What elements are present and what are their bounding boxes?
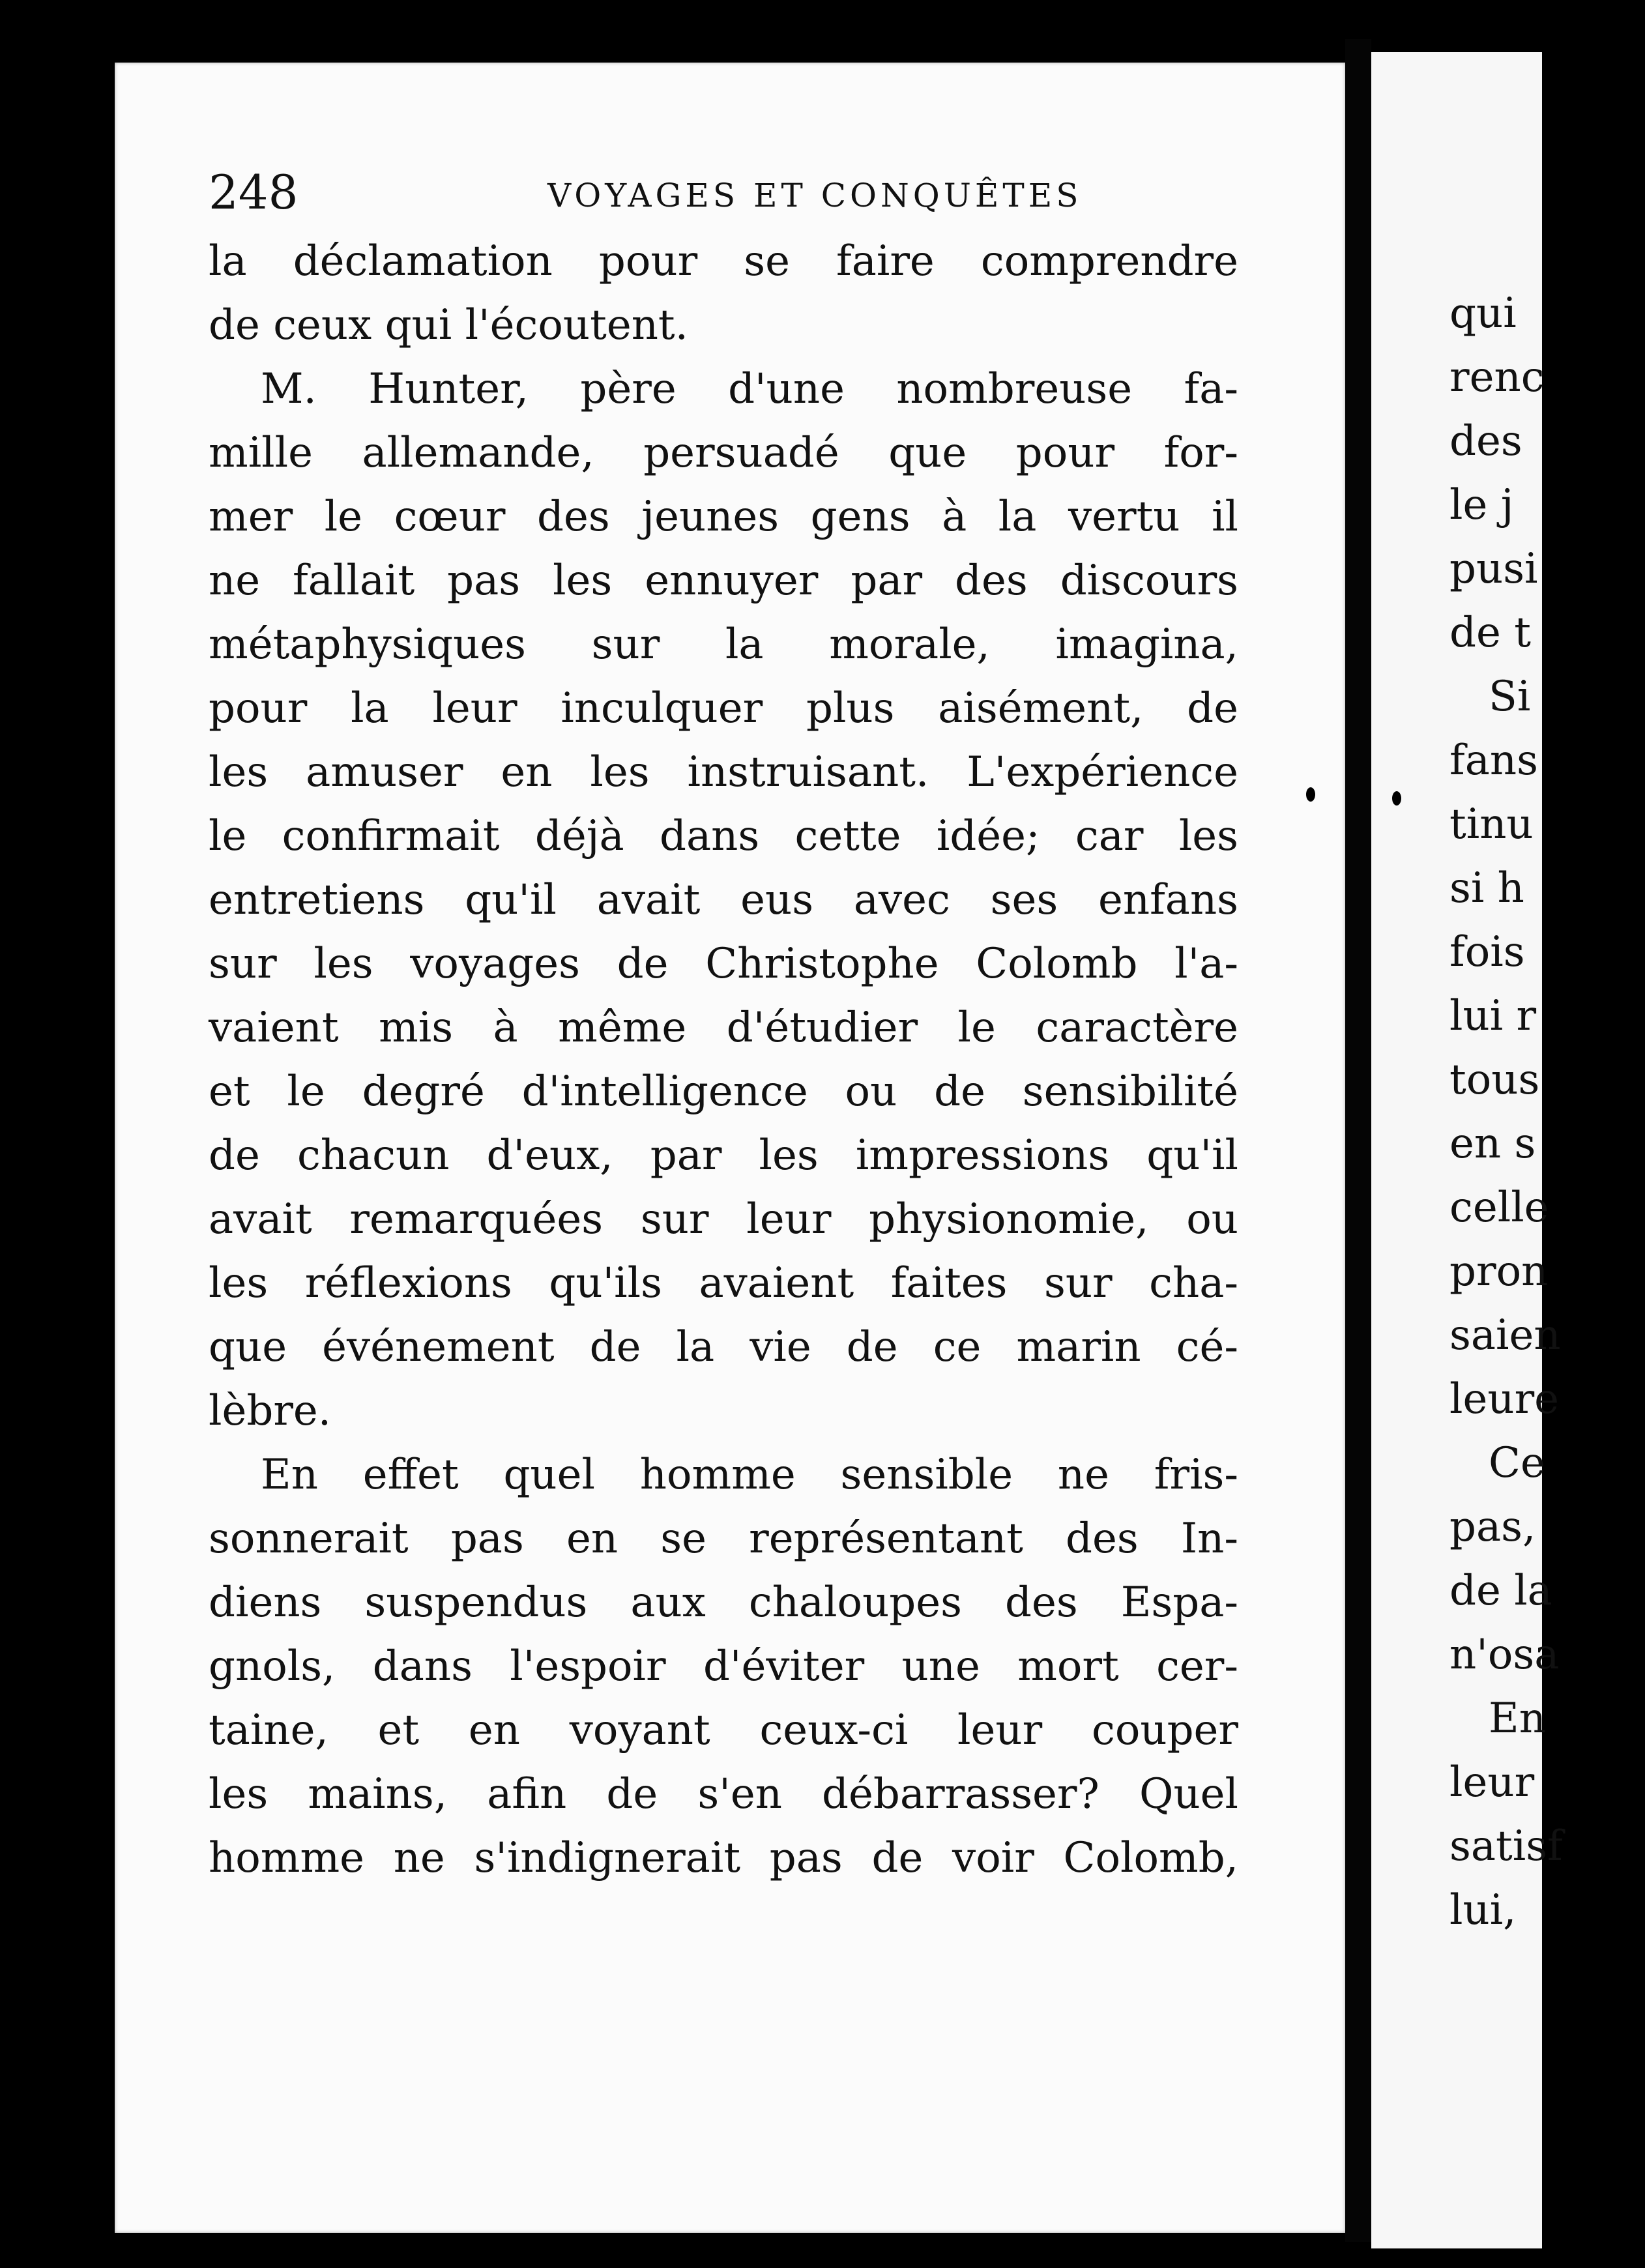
right-line: satisf (1449, 1822, 1563, 1870)
page-header (209, 163, 1121, 222)
right-page (1371, 52, 1563, 2248)
text-line: le confirmait déjà dans cette idée; car les (209, 812, 1238, 860)
body-text (209, 229, 1238, 1890)
right-line: fans (1449, 736, 1538, 785)
text-line: M. Hunter, père d'une nombreuse fa- (261, 365, 1238, 413)
right-line: lui, (1449, 1886, 1517, 1934)
right-line: Si (1489, 673, 1531, 721)
right-line: lui r (1449, 992, 1537, 1040)
text-line: de chacun d'eux, par les impressions qu'il (209, 1131, 1238, 1180)
right-line: leure (1449, 1375, 1560, 1423)
text-line: mille allemande, persuadé que pour for- (209, 429, 1238, 477)
right-line: pas, (1449, 1503, 1536, 1551)
right-line: de t (1449, 609, 1531, 657)
ink-mark (1306, 787, 1315, 802)
text-line: ne fallait pas les ennuyer par des discours (209, 557, 1238, 605)
right-line: celle (1449, 1184, 1549, 1232)
text-line: homme ne s'indignerait pas de voir Colomb, (209, 1834, 1238, 1882)
right-line: tous (1449, 1056, 1540, 1104)
right-line: pusi (1449, 545, 1538, 593)
ink-mark (1392, 791, 1401, 806)
text-line: la déclamation pour se faire comprendre (209, 237, 1238, 285)
text-line: sonnerait pas en se représentant des In- (209, 1515, 1238, 1563)
text-line: sur les voyages de Christophe Colomb l'a- (209, 940, 1238, 988)
text-line: gnols, dans l'espoir d'éviter une mort cer- (209, 1642, 1238, 1691)
right-line: des (1449, 417, 1522, 465)
text-line: et le degré d'intelligence ou de sensibilité (209, 1068, 1238, 1116)
right-line: de la (1449, 1567, 1552, 1615)
page-number: 248 (209, 165, 298, 220)
text-line: les réflexions qu'ils avaient faites sur cha- (209, 1259, 1238, 1307)
right-line: En (1489, 1694, 1546, 1743)
text-line: En effet quel homme sensible ne fris- (261, 1451, 1238, 1499)
right-line: si h (1449, 864, 1524, 912)
text-line: que événement de la vie de ce marin cé- (209, 1323, 1238, 1371)
right-line: saien (1449, 1311, 1561, 1359)
text-line: métaphysiques sur la morale, imagina, (209, 620, 1238, 669)
right-line: qui (1449, 289, 1517, 338)
text-line: pour la leur inculquer plus aisément, de (209, 684, 1238, 733)
running-title: VOYAGES ET CONQUÊTES (547, 177, 1083, 214)
text-line: lèbre. (209, 1387, 332, 1435)
text-line: avait remarquées sur leur physionomie, ou (209, 1195, 1238, 1243)
right-line: le j (1449, 481, 1514, 529)
right-line: Ce (1489, 1439, 1545, 1487)
right-page-text (1449, 282, 1645, 1942)
text-line: les amuser en les instruisant. L'expérience (209, 748, 1238, 796)
text-line: taine, et en voyant ceux-ci leur couper (209, 1706, 1238, 1754)
text-line: les mains, afin de s'en débarrasser? Quel (209, 1770, 1238, 1818)
text-line: diens suspendus aux chaloupes des Espa- (209, 1578, 1238, 1627)
text-line: mer le cœur des jeunes gens à la vertu il (209, 493, 1238, 541)
right-line: en s (1449, 1120, 1536, 1168)
text-line: de ceux qui l'écoutent. (209, 301, 688, 349)
book-gutter (1345, 39, 1371, 2242)
right-line: leur (1449, 1758, 1535, 1807)
text-line: entretiens qu'il avait eus avec ses enfans (209, 876, 1238, 924)
right-line: pron (1449, 1247, 1549, 1296)
right-line: fois (1449, 928, 1525, 976)
right-line: n'osa (1449, 1631, 1560, 1679)
text-line: vaient mis à même d'étudier le caractère (209, 1004, 1238, 1052)
right-line: tinu (1449, 800, 1534, 849)
right-line: renc (1449, 353, 1545, 401)
